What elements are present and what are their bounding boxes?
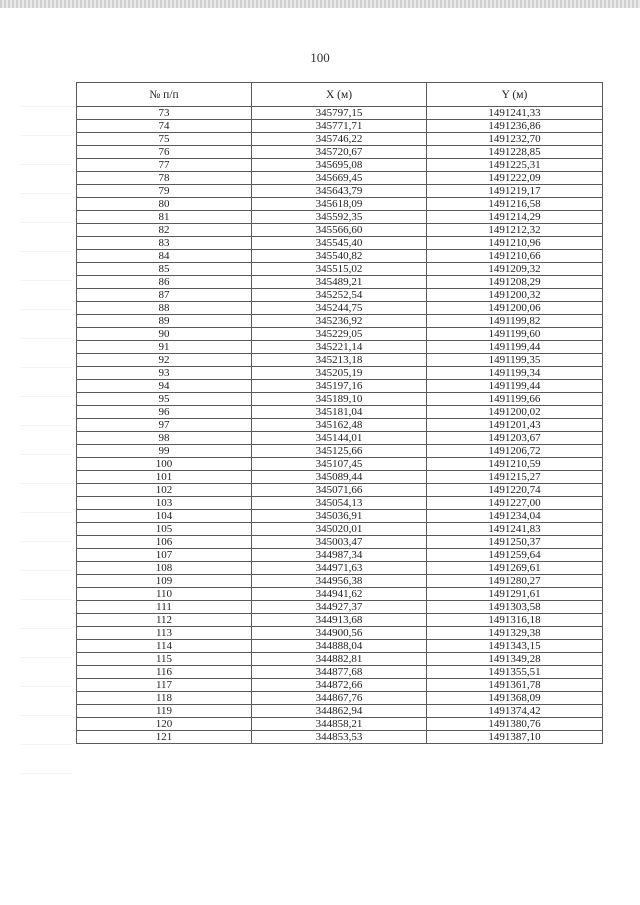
- cell-point-number: 89: [77, 315, 252, 328]
- scan-top-edge: [0, 0, 640, 8]
- table-row: [77, 146, 603, 159]
- cell-x-coordinate: 344877,68: [252, 666, 427, 679]
- table-row: [77, 315, 603, 328]
- cell-y-coordinate: 1491200,06: [427, 302, 603, 315]
- cell-x-coordinate: 344853,53: [252, 731, 427, 744]
- cell-point-number: 119: [77, 705, 252, 718]
- table-row: [77, 523, 603, 536]
- cell-y-coordinate: 1491234,04: [427, 510, 603, 523]
- cell-x-coordinate: 345720,67: [252, 146, 427, 159]
- cell-x-coordinate: 345771,71: [252, 120, 427, 133]
- cell-x-coordinate: 345181,04: [252, 406, 427, 419]
- table-row: [77, 289, 603, 302]
- cell-y-coordinate: 1491329,38: [427, 627, 603, 640]
- table-row: [77, 445, 603, 458]
- cell-y-coordinate: 1491209,32: [427, 263, 603, 276]
- table-row: [77, 536, 603, 549]
- cell-x-coordinate: 345592,35: [252, 211, 427, 224]
- cell-x-coordinate: 345545,40: [252, 237, 427, 250]
- table-row: [77, 484, 603, 497]
- cell-point-number: 112: [77, 614, 252, 627]
- cell-y-coordinate: 1491200,02: [427, 406, 603, 419]
- table-row: [77, 354, 603, 367]
- cell-y-coordinate: 1491220,74: [427, 484, 603, 497]
- table-row: [77, 380, 603, 393]
- cell-point-number: 85: [77, 263, 252, 276]
- table-row: [77, 120, 603, 133]
- table-row: [77, 692, 603, 705]
- cell-y-coordinate: 1491232,70: [427, 133, 603, 146]
- cell-y-coordinate: 1491280,27: [427, 575, 603, 588]
- cell-point-number: 95: [77, 393, 252, 406]
- cell-point-number: 107: [77, 549, 252, 562]
- cell-point-number: 94: [77, 380, 252, 393]
- cell-point-number: 116: [77, 666, 252, 679]
- coordinates-table: [76, 82, 603, 744]
- cell-point-number: 84: [77, 250, 252, 263]
- cell-x-coordinate: 344882,81: [252, 653, 427, 666]
- table-row: [77, 237, 603, 250]
- cell-point-number: 118: [77, 692, 252, 705]
- table-row: [77, 562, 603, 575]
- table-row: [77, 588, 603, 601]
- cell-y-coordinate: 1491349,28: [427, 653, 603, 666]
- cell-point-number: 86: [77, 276, 252, 289]
- cell-x-coordinate: 344900,56: [252, 627, 427, 640]
- cell-y-coordinate: 1491214,29: [427, 211, 603, 224]
- cell-y-coordinate: 1491225,31: [427, 159, 603, 172]
- cell-y-coordinate: 1491199,35: [427, 354, 603, 367]
- header-x-coordinate: X (м): [252, 83, 427, 107]
- cell-x-coordinate: 345566,60: [252, 224, 427, 237]
- cell-x-coordinate: 345125,66: [252, 445, 427, 458]
- cell-point-number: 113: [77, 627, 252, 640]
- cell-y-coordinate: 1491303,58: [427, 601, 603, 614]
- cell-point-number: 114: [77, 640, 252, 653]
- cell-x-coordinate: 345003,47: [252, 536, 427, 549]
- cell-x-coordinate: 345071,66: [252, 484, 427, 497]
- cell-y-coordinate: 1491374,42: [427, 705, 603, 718]
- cell-y-coordinate: 1491259,64: [427, 549, 603, 562]
- table-body: [77, 107, 603, 744]
- cell-x-coordinate: 345643,79: [252, 185, 427, 198]
- table-row: [77, 510, 603, 523]
- cell-y-coordinate: 1491316,18: [427, 614, 603, 627]
- cell-y-coordinate: 1491219,17: [427, 185, 603, 198]
- cell-x-coordinate: 344867,76: [252, 692, 427, 705]
- cell-x-coordinate: 345162,48: [252, 419, 427, 432]
- cell-y-coordinate: 1491199,44: [427, 341, 603, 354]
- cell-x-coordinate: 345054,13: [252, 497, 427, 510]
- table-row: [77, 341, 603, 354]
- cell-point-number: 87: [77, 289, 252, 302]
- cell-point-number: 83: [77, 237, 252, 250]
- table-row: [77, 276, 603, 289]
- cell-y-coordinate: 1491199,66: [427, 393, 603, 406]
- table-row: [77, 107, 603, 120]
- cell-y-coordinate: 1491228,85: [427, 146, 603, 159]
- cell-point-number: 82: [77, 224, 252, 237]
- header-point-number: № п/п: [77, 83, 252, 107]
- cell-x-coordinate: 344956,38: [252, 575, 427, 588]
- table-header-row: [77, 83, 603, 107]
- cell-point-number: 100: [77, 458, 252, 471]
- table-row: [77, 224, 603, 237]
- cell-point-number: 97: [77, 419, 252, 432]
- cell-x-coordinate: 345746,22: [252, 133, 427, 146]
- cell-x-coordinate: 344862,94: [252, 705, 427, 718]
- table-row: [77, 406, 603, 419]
- cell-point-number: 98: [77, 432, 252, 445]
- cell-x-coordinate: 344927,37: [252, 601, 427, 614]
- cell-y-coordinate: 1491210,66: [427, 250, 603, 263]
- cell-x-coordinate: 344872,66: [252, 679, 427, 692]
- cell-point-number: 105: [77, 523, 252, 536]
- cell-point-number: 93: [77, 367, 252, 380]
- cell-y-coordinate: 1491199,60: [427, 328, 603, 341]
- cell-y-coordinate: 1491343,15: [427, 640, 603, 653]
- cell-x-coordinate: 345205,19: [252, 367, 427, 380]
- cell-point-number: 99: [77, 445, 252, 458]
- table-row: [77, 705, 603, 718]
- cell-point-number: 108: [77, 562, 252, 575]
- cell-point-number: 80: [77, 198, 252, 211]
- cell-point-number: 109: [77, 575, 252, 588]
- cell-y-coordinate: 1491291,61: [427, 588, 603, 601]
- cell-point-number: 102: [77, 484, 252, 497]
- cell-y-coordinate: 1491208,29: [427, 276, 603, 289]
- cell-point-number: 78: [77, 172, 252, 185]
- cell-point-number: 110: [77, 588, 252, 601]
- table-row: [77, 250, 603, 263]
- table-row: [77, 627, 603, 640]
- cell-y-coordinate: 1491210,59: [427, 458, 603, 471]
- cell-x-coordinate: 345107,45: [252, 458, 427, 471]
- table-row: [77, 679, 603, 692]
- cell-x-coordinate: 345244,75: [252, 302, 427, 315]
- cell-y-coordinate: 1491216,58: [427, 198, 603, 211]
- cell-y-coordinate: 1491199,34: [427, 367, 603, 380]
- header-y-coordinate: Y (м): [427, 83, 603, 107]
- cell-y-coordinate: 1491241,33: [427, 107, 603, 120]
- cell-x-coordinate: 344858,21: [252, 718, 427, 731]
- cell-x-coordinate: 344913,68: [252, 614, 427, 627]
- cell-y-coordinate: 1491241,83: [427, 523, 603, 536]
- cell-x-coordinate: 345236,92: [252, 315, 427, 328]
- cell-x-coordinate: 345020,01: [252, 523, 427, 536]
- table-row: [77, 302, 603, 315]
- cell-point-number: 111: [77, 601, 252, 614]
- table-row: [77, 198, 603, 211]
- cell-y-coordinate: 1491201,43: [427, 419, 603, 432]
- cell-x-coordinate: 345221,14: [252, 341, 427, 354]
- cell-point-number: 76: [77, 146, 252, 159]
- cell-x-coordinate: 344941,62: [252, 588, 427, 601]
- table-row: [77, 159, 603, 172]
- cell-point-number: 88: [77, 302, 252, 315]
- cell-x-coordinate: 345540,82: [252, 250, 427, 263]
- cell-y-coordinate: 1491210,96: [427, 237, 603, 250]
- cell-point-number: 91: [77, 341, 252, 354]
- cell-point-number: 90: [77, 328, 252, 341]
- cell-x-coordinate: 345489,21: [252, 276, 427, 289]
- cell-x-coordinate: 345213,18: [252, 354, 427, 367]
- cell-y-coordinate: 1491236,86: [427, 120, 603, 133]
- cell-x-coordinate: 345189,10: [252, 393, 427, 406]
- cell-x-coordinate: 345252,54: [252, 289, 427, 302]
- cell-point-number: 75: [77, 133, 252, 146]
- table-row: [77, 549, 603, 562]
- table-row: [77, 328, 603, 341]
- cell-point-number: 120: [77, 718, 252, 731]
- table-row: [77, 133, 603, 146]
- cell-x-coordinate: 344888,04: [252, 640, 427, 653]
- cell-x-coordinate: 345515,02: [252, 263, 427, 276]
- cell-y-coordinate: 1491368,09: [427, 692, 603, 705]
- table-row: [77, 653, 603, 666]
- cell-point-number: 96: [77, 406, 252, 419]
- table-row: [77, 185, 603, 198]
- cell-x-coordinate: 345036,91: [252, 510, 427, 523]
- table-row: [77, 172, 603, 185]
- cell-x-coordinate: 344971,63: [252, 562, 427, 575]
- cell-point-number: 121: [77, 731, 252, 744]
- cell-y-coordinate: 1491269,61: [427, 562, 603, 575]
- cell-point-number: 117: [77, 679, 252, 692]
- table-row: [77, 393, 603, 406]
- cell-x-coordinate: 345197,16: [252, 380, 427, 393]
- cell-point-number: 74: [77, 120, 252, 133]
- cell-point-number: 106: [77, 536, 252, 549]
- cell-point-number: 103: [77, 497, 252, 510]
- cell-y-coordinate: 1491227,00: [427, 497, 603, 510]
- table-row: [77, 614, 603, 627]
- scan-margin-bleed: [20, 92, 72, 792]
- cell-y-coordinate: 1491200,32: [427, 289, 603, 302]
- table-row: [77, 497, 603, 510]
- cell-y-coordinate: 1491206,72: [427, 445, 603, 458]
- cell-x-coordinate: 345229,05: [252, 328, 427, 341]
- cell-y-coordinate: 1491222,09: [427, 172, 603, 185]
- cell-y-coordinate: 1491203,67: [427, 432, 603, 445]
- cell-point-number: 73: [77, 107, 252, 120]
- page-number: 100: [310, 50, 330, 65]
- cell-point-number: 115: [77, 653, 252, 666]
- table-row: [77, 432, 603, 445]
- cell-point-number: 79: [77, 185, 252, 198]
- table-row: [77, 419, 603, 432]
- cell-point-number: 92: [77, 354, 252, 367]
- cell-y-coordinate: 1491199,82: [427, 315, 603, 328]
- cell-y-coordinate: 1491387,10: [427, 731, 603, 744]
- cell-y-coordinate: 1491199,44: [427, 380, 603, 393]
- cell-point-number: 101: [77, 471, 252, 484]
- cell-x-coordinate: 345695,08: [252, 159, 427, 172]
- cell-x-coordinate: 345618,09: [252, 198, 427, 211]
- cell-x-coordinate: 345797,15: [252, 107, 427, 120]
- cell-point-number: 81: [77, 211, 252, 224]
- cell-x-coordinate: 345144,01: [252, 432, 427, 445]
- table-row: [77, 367, 603, 380]
- table-row: [77, 666, 603, 679]
- cell-x-coordinate: 345089,44: [252, 471, 427, 484]
- table-row: [77, 211, 603, 224]
- cell-y-coordinate: 1491250,37: [427, 536, 603, 549]
- cell-point-number: 104: [77, 510, 252, 523]
- table-row: [77, 640, 603, 653]
- cell-point-number: 77: [77, 159, 252, 172]
- cell-y-coordinate: 1491215,27: [427, 471, 603, 484]
- coordinates-table-container: [76, 82, 602, 744]
- cell-x-coordinate: 345669,45: [252, 172, 427, 185]
- cell-x-coordinate: 344987,34: [252, 549, 427, 562]
- table-row: [77, 718, 603, 731]
- table-row: [77, 263, 603, 276]
- table-row: [77, 575, 603, 588]
- table-row: [77, 601, 603, 614]
- table-row: [77, 471, 603, 484]
- table-row: [77, 458, 603, 471]
- table-row: [77, 731, 603, 744]
- cell-y-coordinate: 1491380,76: [427, 718, 603, 731]
- cell-y-coordinate: 1491355,51: [427, 666, 603, 679]
- cell-y-coordinate: 1491361,78: [427, 679, 603, 692]
- cell-y-coordinate: 1491212,32: [427, 224, 603, 237]
